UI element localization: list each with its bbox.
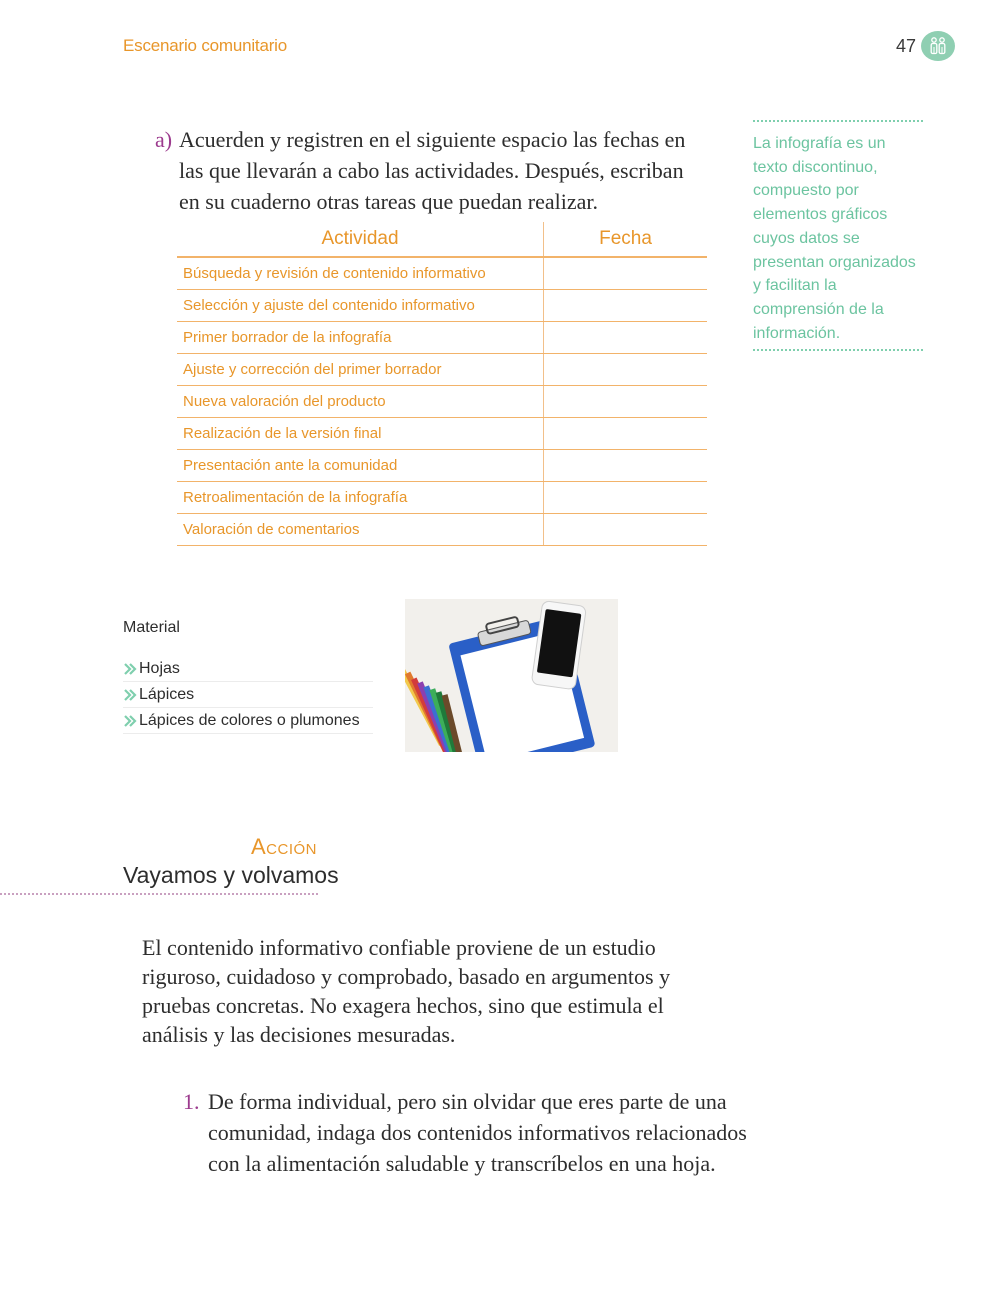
table-row <box>177 514 707 546</box>
chevron-right-icon <box>123 688 137 702</box>
table-row <box>177 354 707 386</box>
step-text: De forma individual, pero sin olvidar que eres parte de una comunidad, indaga dos contenidos informativos relacionados con la alimentación saludable y transcríbelos en una hoja. <box>208 1089 747 1176</box>
table-row <box>177 386 707 418</box>
activity-cell: Selección y ajuste del contenido informativo <box>177 290 544 322</box>
activity-cell: Presentación ante la comunidad <box>177 450 544 482</box>
chevron-right-icon <box>123 714 137 728</box>
table-row <box>177 290 707 322</box>
activity-cell: Retroalimentación de la infografía <box>177 482 544 514</box>
date-cell[interactable] <box>544 514 708 546</box>
table-row <box>177 322 707 354</box>
list-item <box>123 656 373 682</box>
table-row <box>177 257 707 290</box>
activity-cell: Primer borrador de la infografía <box>177 322 544 354</box>
header-actividad: Actividad <box>177 222 544 257</box>
header-fecha: Fecha <box>544 222 708 257</box>
material-item-label: Lápices de colores o plumones <box>139 711 360 729</box>
date-cell[interactable] <box>544 290 708 322</box>
instruction-text: Acuerden y registren en el siguiente espacio las fechas en las que llevarán a cabo las actividades. Después, escriban en su cuaderno otras tareas que puedan realizar. <box>179 127 686 214</box>
table-row <box>177 418 707 450</box>
date-cell[interactable] <box>544 354 708 386</box>
activity-cell: Búsqueda y revisión de contenido informativo <box>177 257 544 290</box>
chevron-right-icon <box>123 662 137 676</box>
list-item <box>123 708 373 734</box>
step-number: 1. <box>183 1089 200 1114</box>
activity-cell: Ajuste y corrección del primer borrador <box>177 354 544 386</box>
step-instruction <box>183 1086 758 1179</box>
section-title: Vayamos y volvamos <box>123 862 339 888</box>
page-number: 47 <box>896 36 917 56</box>
date-cell[interactable] <box>544 322 708 354</box>
section-kicker: Acción <box>250 834 317 859</box>
table-row <box>177 482 707 514</box>
date-cell[interactable] <box>544 386 708 418</box>
materials-photo <box>405 599 618 752</box>
section-label: Escenario comunitario <box>123 36 287 55</box>
material-title: Material <box>123 619 180 636</box>
list-marker: a) <box>155 127 173 152</box>
material-item-label: Hojas <box>139 659 180 677</box>
activity-instruction <box>155 124 695 217</box>
people-icon <box>921 31 955 61</box>
activity-cell: Valoración de comentarios <box>177 514 544 546</box>
material-item-label: Lápices <box>139 685 195 703</box>
activity-cell: Realización de la versión final <box>177 418 544 450</box>
date-cell[interactable] <box>544 418 708 450</box>
activity-cell: Nueva valoración del producto <box>177 386 544 418</box>
section-divider <box>0 893 318 895</box>
material-list <box>123 656 373 734</box>
activity-table <box>177 222 707 546</box>
date-cell[interactable] <box>544 450 708 482</box>
glossary-note: La infografía es un texto discontinuo, compuesto por elementos gráficos cuyos datos se presentan organizados y facilitan la comprensión de la información. <box>753 120 923 351</box>
list-item <box>123 682 373 708</box>
date-cell[interactable] <box>544 257 708 290</box>
date-cell[interactable] <box>544 482 708 514</box>
table-header-row <box>177 222 707 257</box>
table-row <box>177 450 707 482</box>
info-paragraph: El contenido informativo confiable proviene de un estudio riguroso, cuidadoso y comprobado, basado en argumentos y pruebas concretas. No exagera hechos, sino que estimula el análisis y las decisiones mesuradas. <box>142 935 671 1047</box>
